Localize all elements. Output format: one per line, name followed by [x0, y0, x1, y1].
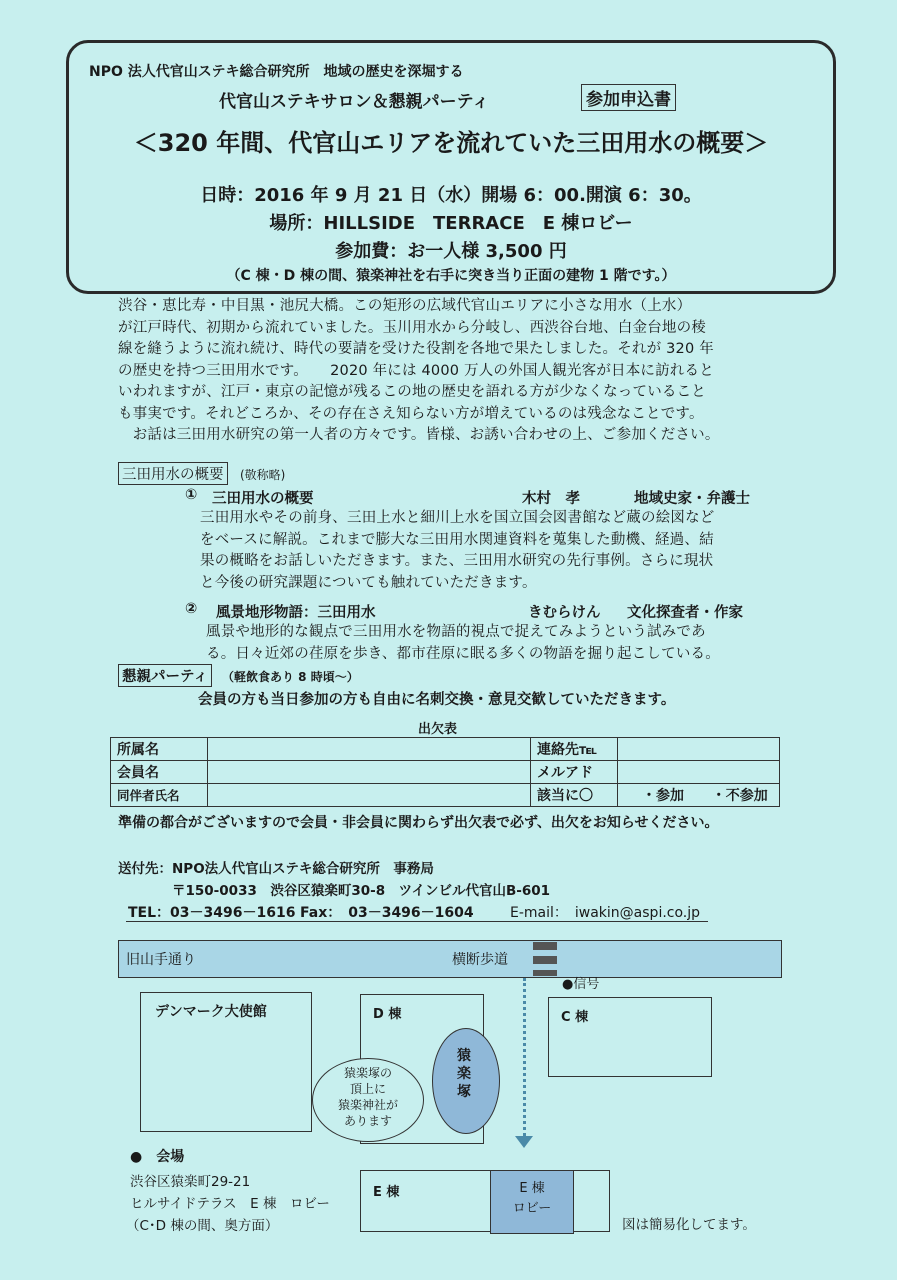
member-name-field[interactable] [208, 761, 531, 784]
attend-option[interactable]: ・参加 [642, 788, 684, 804]
crosswalk-stripe [533, 970, 557, 976]
contact-address: 〒150-0033 渋谷区猿楽町30-8 ツインビル代官山B-601 [172, 883, 551, 899]
talk-1-line: 果の概略をお話しいただきます。また、三田用水研究の先行事例。さらに現状 [200, 553, 714, 569]
contact-tel: TEL：03－3496－1616 [128, 905, 296, 921]
venue-label: ● 会場 [130, 1149, 185, 1165]
simplified-note: 図は簡易化してます。 [622, 1217, 756, 1233]
venue-address: 渋谷区猿楽町29-21 [130, 1174, 251, 1190]
e-lobby-label-1: E 棟 [519, 1181, 545, 1196]
denmark-label: デンマーク大使館 [155, 1004, 267, 1020]
event-name: 代官山ステキサロン＆懇親パーティ [219, 92, 490, 112]
route-path [523, 978, 526, 1136]
sarugakuzuka-label: 猿楽塚 [457, 1048, 471, 1100]
callout-line: 猿楽神社が [337, 1098, 398, 1112]
attendance-title: 出欠表 [418, 722, 458, 737]
c-building [548, 997, 712, 1077]
party-note: （軽飲食あり 8 時頃～） [222, 670, 359, 684]
intro-line: の歴史を持つ三田用水です。 2020 年には 4000 万人の外国人観光客が日本に訪れると [118, 362, 714, 379]
talk-1-description [200, 508, 800, 594]
absent-option[interactable]: ・不参加 [711, 788, 768, 804]
intro-line: も事実です。それどころか、その存在さえ知らない方が増えているのは残念なことです。 [118, 405, 704, 422]
e-lobby [490, 1170, 574, 1234]
table-row [111, 738, 780, 761]
talk-2-line: る。日々近郊の荏原を歩き、都市荏原に眠る多くの物語を掘り起こしている。 [206, 645, 720, 662]
talk-1-role: 地域史家・弁護士 [634, 491, 750, 507]
party-heading: 懇親パーティ [118, 664, 212, 687]
talk-1-number: ① [185, 487, 198, 503]
talk-2-role: 文化探査者・作家 [627, 605, 743, 621]
table-row [111, 784, 780, 807]
contact-field[interactable] [618, 738, 780, 761]
intro-line: お話は三田用水研究の第一人者の方々です。皆様、お誘い合わせの上、ご参加ください。 [118, 427, 720, 443]
attend-options[interactable] [618, 784, 780, 807]
overview-heading: 三田用水の概要 [118, 462, 228, 485]
denmark-embassy-building [140, 992, 312, 1132]
intro-line: 渋谷・恵比寿・中目黒・池尻大橋。この矩形の広域代官山エリアに小さな用水（上水） [118, 298, 692, 314]
party-text: 会員の方も当日参加の方も自由に名刺交換・意見交歓していただきます。 [198, 692, 676, 708]
page-title: ＜320 年間、代官山エリアを流れていた三田用水の概要＞ [133, 129, 769, 157]
talk-1-line: と今後の研究課題についても触れていただきます。 [200, 574, 537, 591]
companion-field[interactable] [208, 784, 531, 807]
talk-2-title: 風景地形物語：三田用水 [216, 605, 376, 621]
callout-line: あります [343, 1114, 392, 1128]
attendance-table [110, 737, 780, 807]
intro-line: いわれますが、江戸・東京の記憶が残るこの地の歴史を語れる方が少なくなっていること [118, 384, 706, 400]
callout-line: 頂上に [349, 1082, 386, 1096]
applicable-label: 該当に〇 [531, 784, 618, 807]
venue-building: ヒルサイドテラス E 棟 ロビー [130, 1196, 330, 1212]
event-fee: 参加費：お一人様 3,500 円 [335, 241, 567, 262]
member-name-label: 会員名 [111, 761, 208, 784]
contact-label: 連絡先℡ [531, 738, 618, 761]
crosswalk-label: 横断歩道 [452, 952, 508, 968]
talk-1-line: をベースに解説。これまで膨大な三田用水関連資料を蒐集した動機、経過、結 [200, 531, 714, 548]
signal-label: ●信号 [562, 977, 600, 992]
street-name: 旧山手通り [126, 952, 196, 968]
affiliation-field[interactable] [208, 738, 531, 761]
event-note: （C 棟・D 棟の間、猿楽神社を右手に突き当り正面の建物 1 階です。） [226, 268, 676, 284]
overview-heading-note: (敬称略) [240, 468, 286, 482]
mail-label: メルアド [531, 761, 618, 784]
event-datetime: 日時：2016 年 9 月 21 日（水）開場 6：00.開演 6：30。 [200, 185, 702, 206]
intro-line: が江戸時代、初期から流れていました。玉川用水から分岐し、西渋谷台地、白金台地の稜 [118, 319, 706, 336]
mail-field[interactable] [618, 761, 780, 784]
crosswalk-stripe [533, 942, 557, 950]
intro-line: 線を縫うように流れ続け、時代の要請を受けた役割を各地で果たしました。それが 320 年 [118, 341, 714, 357]
sarugakuzuka-mound [432, 1028, 500, 1134]
talk-1-speaker: 木村 孝 [522, 491, 580, 507]
affiliation-label: 所属名 [111, 738, 208, 761]
form-label: 参加申込書 [581, 84, 676, 111]
e-building-label: E 棟 [373, 1185, 400, 1200]
crosswalk-stripe [533, 956, 557, 964]
venue-note: （C･D 棟の間、奥方面） [126, 1218, 279, 1234]
callout-line: 猿楽塚の [343, 1066, 392, 1080]
contact-fax: Fax： 03－3496－1604 [300, 905, 474, 921]
org-line: NPO 法人代官山ステキ総合研究所 地域の歴史を深堀する [89, 64, 464, 80]
contact-email[interactable]: E-mail： iwakin@aspi.co.jp [510, 905, 701, 921]
talk-2-line: 風景や地形的な観点で三田用水を物語的視点で捉えてみようという試みであ [206, 624, 706, 640]
e-lobby-label-2: ロビー [512, 1201, 552, 1216]
talk-2-speaker: きむらけん [528, 605, 601, 621]
talk-2-number: ② [185, 601, 198, 617]
contact-underline [126, 921, 708, 922]
table-row [111, 761, 780, 784]
street-band [118, 940, 782, 978]
contact-to: 送付先：NPO法人代官山ステキ総合研究所 事務局 [118, 861, 434, 877]
attendance-notice: 準備の都合がございますので会員・非会員に関わらず出欠表で必ず、出欠をお知らせください。 [118, 815, 719, 831]
header-box [66, 40, 836, 294]
shrine-callout [312, 1058, 424, 1142]
c-building-label: C 棟 [561, 1010, 589, 1025]
d-building-label: D 棟 [373, 1007, 402, 1022]
talk-1-title: 三田用水の概要 [212, 491, 314, 507]
event-place: 場所：HILLSIDE TERRACE E 棟ロビー [269, 213, 633, 234]
companion-label: 同伴者氏名 [111, 784, 208, 807]
talk-2-description [206, 622, 806, 665]
talk-1-line: 三田用水やその前身、三田上水と細川上水を国立国会図書館など蔵の絵図など [200, 510, 715, 526]
intro-text [118, 296, 818, 447]
route-arrow-icon [515, 1136, 533, 1148]
